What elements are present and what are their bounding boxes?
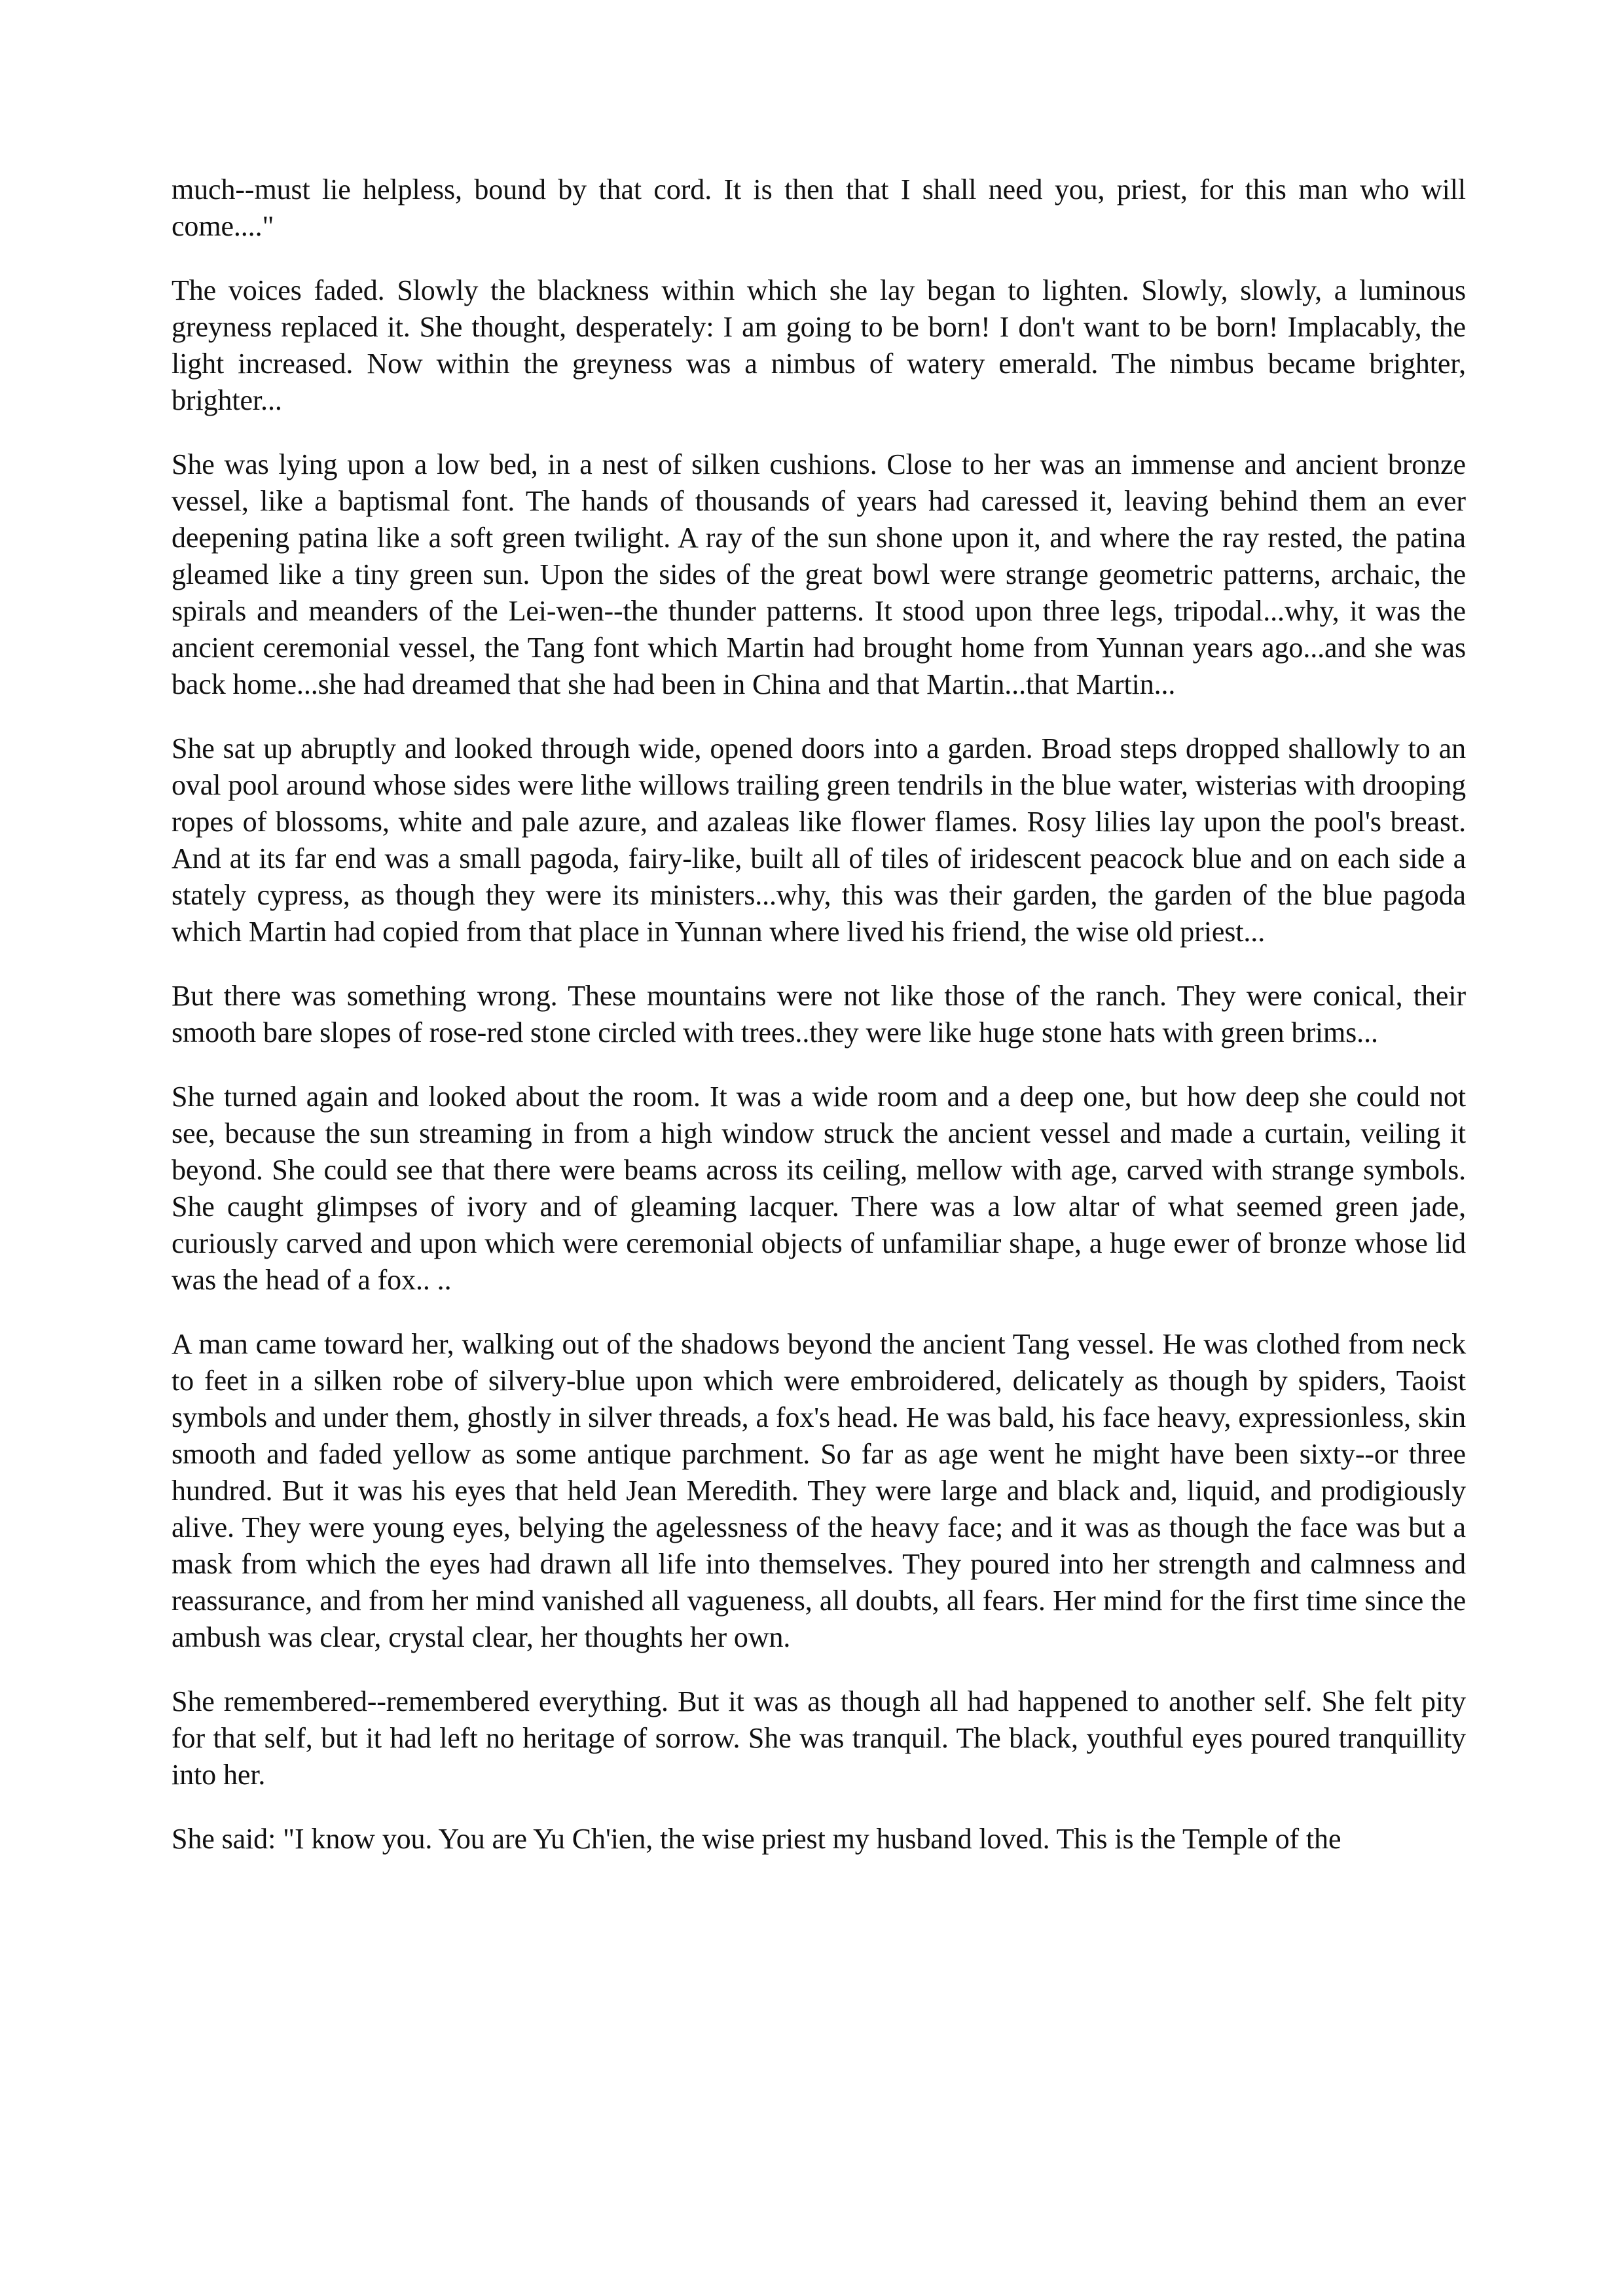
paragraph-5: But there was something wrong. These mountains were not like those of the ranch. They were conical, their smooth bare slopes of rose-red stone circled with trees..they were like huge stone hats with green brims... — [172, 980, 1466, 1049]
paragraph-8: She remembered--remembered everything. But it was as though all had happened to another self. She felt pity for that self, but it had left no heritage of sorrow. She was tranquil. The black, youthful eyes poured tranquillity into her. — [172, 1685, 1466, 1791]
paragraph-9: She said: "I know you. You are Yu Ch'ien, the wise priest my husband loved. This is the Temple of the — [172, 1823, 1341, 1855]
paragraph-7: A man came toward her, walking out of the shadows beyond the ancient Tang vessel. He was clothed from neck to feet in a silken robe of silvery-blue upon which were embroidered, delicately as though by spiders, Taoist symbols and under them, ghostly in silver threads, a fox's head. He was bald, his face heavy, expressionless, skin smooth and faded yellow as some antique parchment. So far as age went he might have been sixty--or three hundred. But it was his eyes that held Jean Meredith. They were large and black and, liquid, and prodigiously alive. They were young eyes, belying the agelessness of the heavy face; and it was as though the face was but a mask from which the eyes had drawn all life into themselves. They poured into her strength and calmness and reassurance, and from her mind vanished all vagueness, all doubts, all fears. Her mind for the first time since the ambush was clear, crystal clear, her thoughts her own. — [172, 1328, 1466, 1653]
paragraph-3: She was lying upon a low bed, in a nest of silken cushions. Close to her was an immense and ancient bronze vessel, like a baptismal font. The hands of thousands of years had caressed it, leaving behind them an ever deepening patina like a soft green twilight. A ray of the sun shone upon it, and where the ray rested, the patina gleamed like a tiny green sun. Upon the sides of the great bowl were strange geometric patterns, archaic, the spirals and meanders of the Lei-wen--the thunder patterns. It stood upon three legs, tripodal...why, it was the ancient ceremonial vessel, the Tang font which Martin had brought home from Yunnan years ago...and she was back home...she had dreamed that she had been in China and that Martin...that Martin... — [172, 448, 1466, 700]
paragraph-4: She sat up abruptly and looked through wide, opened doors into a garden. Broad steps dropped shallowly to an oval pool around whose sides were lithe willows trailing green tendrils in the blue water, wisterias with drooping ropes of blossoms, white and pale azure, and azaleas like flower flames. Rosy lilies lay upon the pool's breast. And at its far end was a small pagoda, fairy-like, built all of tiles of iridescent peacock blue and on each side a stately cypress, as though they were its ministers...why, this was their garden, the garden of the blue pagoda which Martin had copied from that place in Yunnan where lived his friend, the wise old priest... — [172, 732, 1466, 948]
body-text — [172, 171, 1466, 1857]
paragraph-6: She turned again and looked about the room. It was a wide room and a deep one, but how deep she could not see, because the sun streaming in from a high window struck the ancient vessel and made a curtain, veiling it beyond. She could see that there were beams across its ceiling, mellow with age, carved with strange symbols. She caught glimpses of ivory and of gleaming lacquer. There was a low altar of what seemed green jade, curiously carved and upon which were ceremonial objects of unfamiliar shape, a huge ewer of bronze whose lid was the head of a fox.. .. — [172, 1081, 1466, 1296]
paragraph-1: much--must lie helpless, bound by that cord. It is then that I shall need you, priest, for this man who will come...." — [172, 173, 1466, 242]
paragraph-2: The voices faded. Slowly the blackness within which she lay began to lighten. Slowly, slowly, a luminous greyness replaced it. She thought, desperately: I am going to be born! I don't want to be born! Implacably, the light increased. Now within the greyness was a nimbus of watery emerald. The nimbus became brighter, brighter... — [172, 274, 1466, 416]
